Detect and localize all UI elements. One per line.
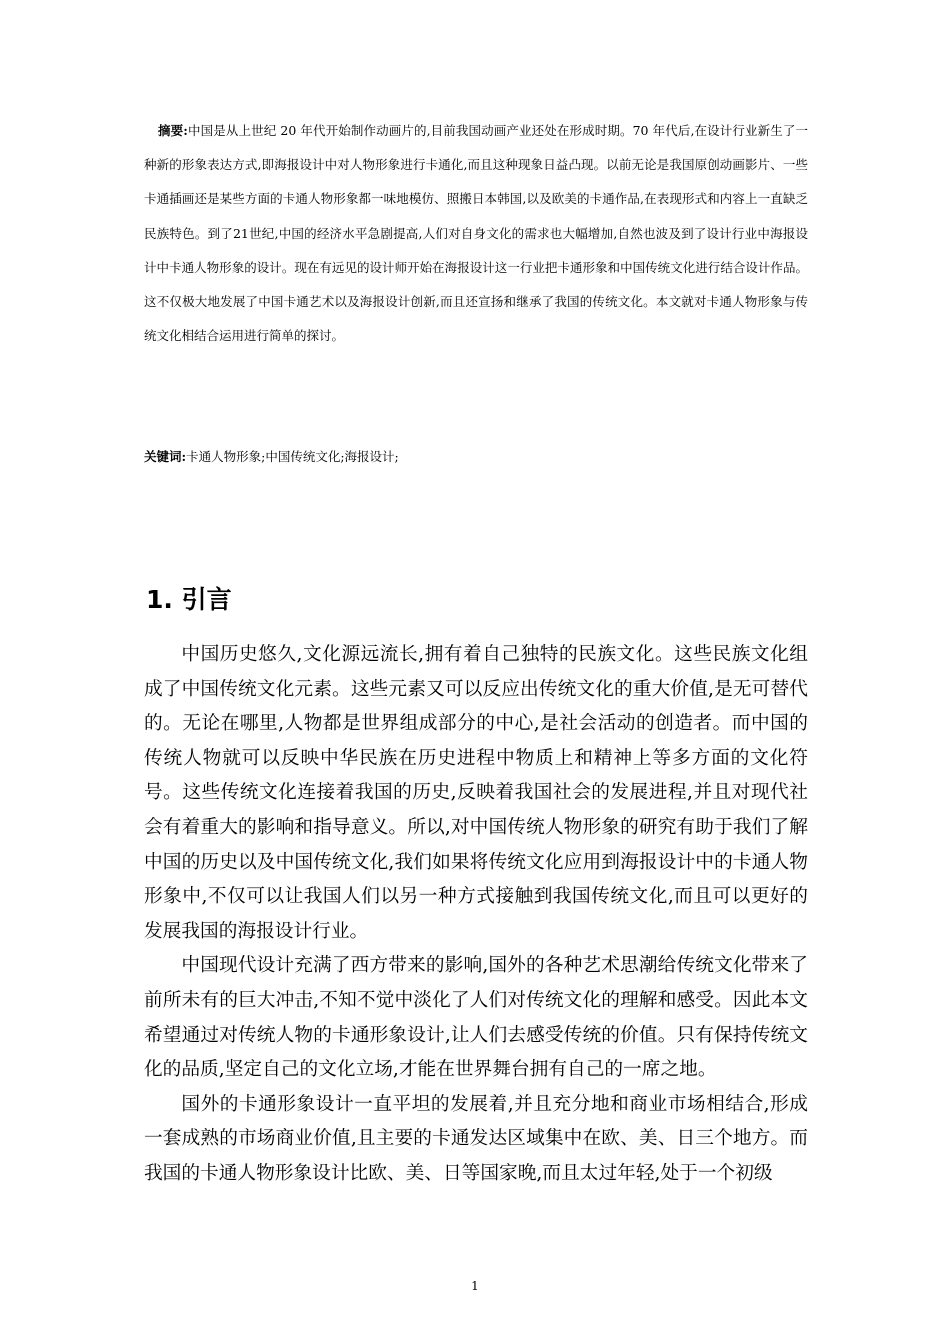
keywords bbox=[144, 443, 808, 471]
paragraph-2: 中国现代设计充满了西方带来的影响,国外的各种艺术思潮给传统文化带来了前所未有的巨大冲击,不知不觉中淡化了人们对传统文化的理解和感受。因此本文希望通过对传统人物的卡通形象设计,让人们去感受传统的价值。只有保持传统文化的品质,坚定自己的文化立场,才能在世界舞台拥有自己的一席之地。 bbox=[144, 955, 808, 1081]
abstract-text: 中国是从上世纪 20 年代开始制作动画片的,目前我国动画产业还处在形成时期。70 年代后,在设计行业新生了一种新的形象表达方式,即海报设计中对人物形象进行卡通化,而且这种现象日益凸现。以前无论是我国原创动画影片、一些卡通插画还是某些方面的卡通人物形象都一味地模仿、照搬日本韩国,以及欧美的卡通作品,在表现形式和内容上一直缺乏民族特色。到了21世纪,中国的经济水平急剧提高,人们对自身文化的需求也大幅增加,自然也波及到了设计行业中海报设计中卡通人物形象的设计。现在有远见的设计师开始在海报设计这一行业把卡通形象和中国传统文化进行结合设计作品。这不仅极大地发展了中国卡通艺术以及海报设计创新,而且还宣扬和继承了我国的传统文化。本文就对卡通人物形象与传统文化相结合运用进行简单的探讨。 bbox=[144, 123, 808, 344]
keywords-text: 卡通人物形象;中国传统文化;海报设计; bbox=[186, 449, 399, 464]
section-body bbox=[144, 638, 808, 1192]
abstract-label: 摘要: bbox=[158, 123, 188, 138]
paragraph-1: 中国历史悠久,文化源远流长,拥有着自己独特的民族文化。这些民族文化组成了中国传统文化元素。这些元素又可以反应出传统文化的重大价值,是无可替代的。无论在哪里,人物都是世界组成部分的中心,是社会活动的创造者。而中国的传统人物就可以反映中华民族在历史进程中物质上和精神上等多方面的文化符号。这些传统文化连接着我国的历史,反映着我国社会的发展进程,并且对现代社会有着重大的影响和指导意义。所以,对中国传统人物形象的研究有助于我们了解中国的历史以及中国传统文化,我们如果将传统文化应用到海报设计中的卡通人物形象中,不仅可以让我国人们以另一种方式接触到我国传统文化,而且可以更好的发展我国的海报设计行业。 bbox=[144, 644, 808, 942]
page-number: 1 bbox=[471, 1279, 479, 1293]
paragraph-3: 国外的卡通形象设计一直平坦的发展着,并且充分地和商业市场相结合,形成一套成熟的市场商业价值,且主要的卡通发达区域集中在欧、美、日三个地方。而我国的卡通人物形象设计比欧、美、日等国家晚,而且太过年轻,处于一个初级 bbox=[144, 1093, 808, 1184]
abstract bbox=[144, 114, 808, 353]
section-heading: 1. 引言 bbox=[146, 585, 232, 614]
keywords-label: 关键词: bbox=[144, 449, 187, 464]
